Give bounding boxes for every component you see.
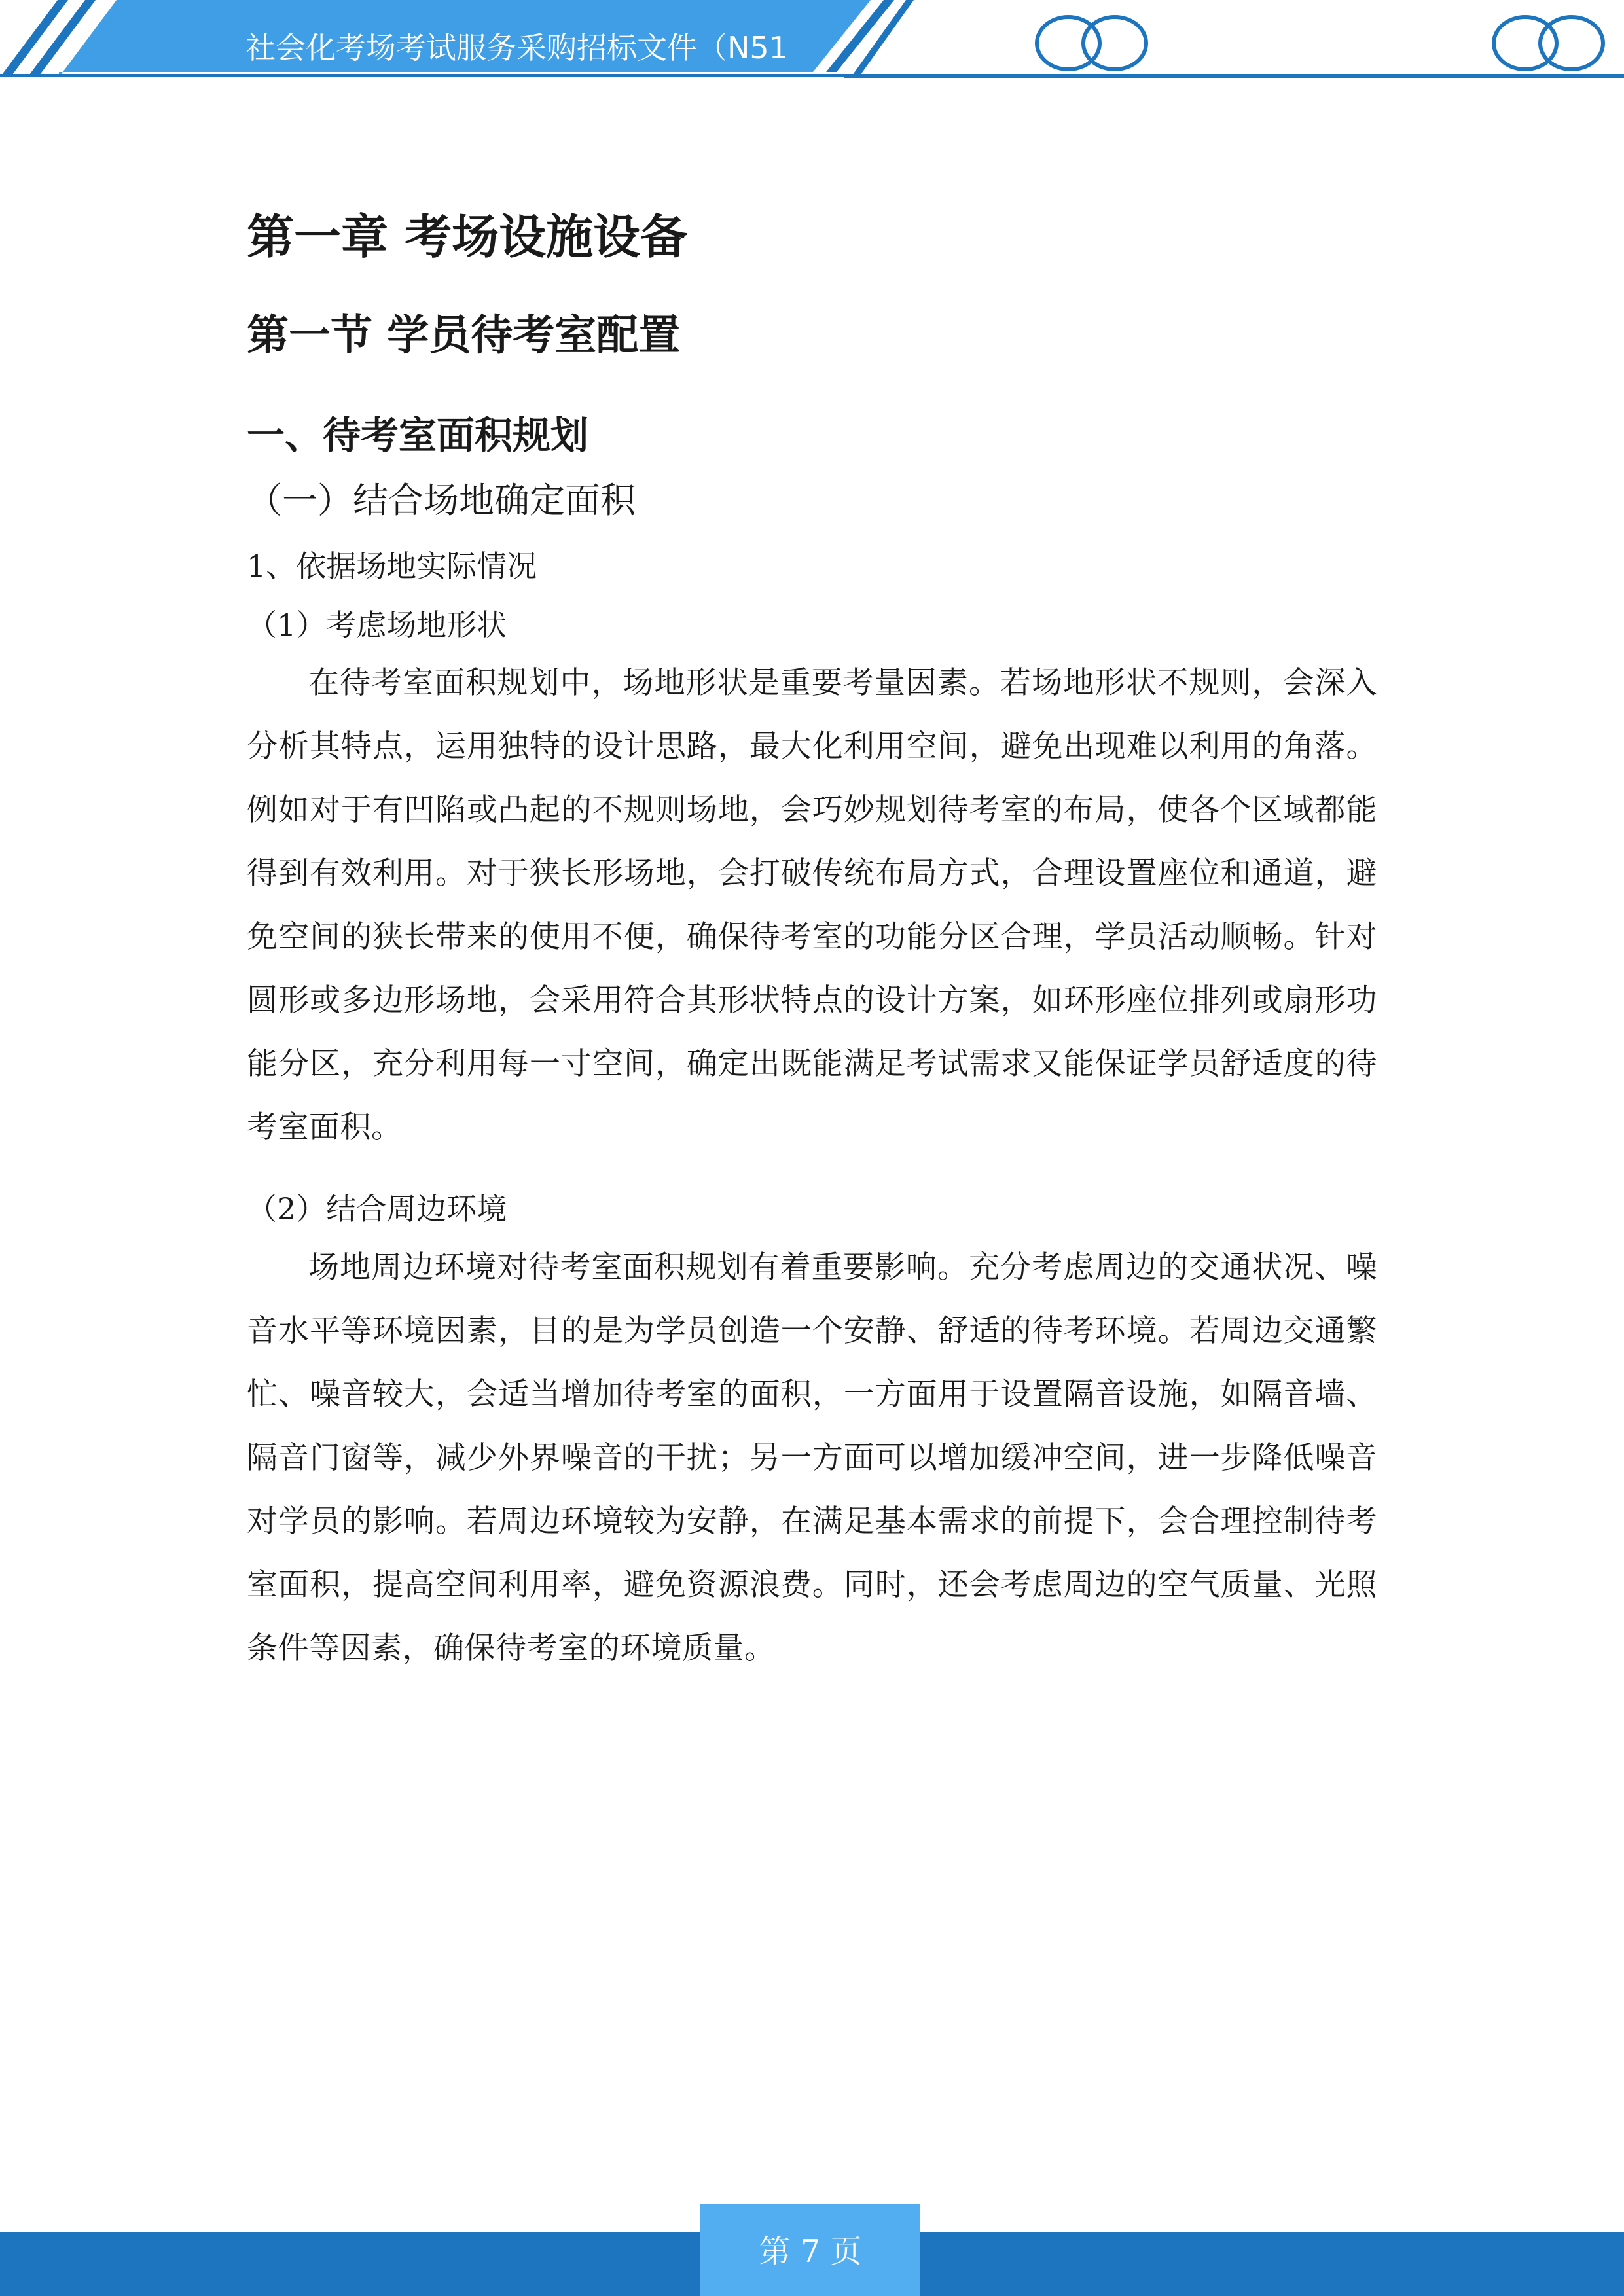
chapter-heading: 第一章 考场设施设备 (247, 209, 688, 264)
page-number: 第 7 页 (759, 2233, 862, 2270)
ring-logo-icon (1037, 17, 1146, 69)
item-heading: （一）结合场地确定面积 (247, 480, 636, 521)
ring-logo-icon (1494, 17, 1603, 69)
paragraph: 场地周边环境对待考室面积规划有着重要影响。充分考虑周边的交通状况、噪音水平等环境因素，目的是为学员创造一个安静、舒适的待考环境。若周边交通繁忙、噪音较大，会适当增加待考室的面积，一方面用于设置隔音设施，如隔音墙、隔音门窗等，减少外界噪音的干扰；另一方面可以增加缓冲空间，进一步降低噪音对学员的影响。若周边环境较为安静，在满足基本需求的前提下，会合理控制待考室面积，提高空间利用率，避免资源浪费。同时，还会考虑周边的空气质量、光照条件等因素，确保待考室的环境质量。 (247, 1249, 1377, 1666)
header-underline (844, 74, 1624, 78)
paragraph: 在待考室面积规划中，场地形状是重要考量因素。若场地形状不规则，会深入分析其特点，运用独特的设计思路，最大化利用空间，避免出现难以利用的角落。例如对于有凹陷或凸起的不规则场地，会巧妙规划待考室的布局，使各个区域都能得到有效利用。对于狭长形场地，会打破传统布局方式，合理设置座位和通道，避免空间的狭长带来的使用不便，确保待考室的功能分区合理，学员活动顺畅。针对圆形或多边形场地，会采用符合其形状特点的设计方案，如环形座位排列或扇形功能分区，充分利用每一寸空间，确定出既能满足考试需求又能保证学员舒适度的待考室面积。 (247, 665, 1377, 1145)
point-heading: 1、依据场地实际情况 (247, 548, 537, 584)
page-header (0, 0, 1624, 85)
subpoint-heading: （1）考虑场地形状 (247, 607, 507, 643)
subpoint-heading: （2）结合周边环境 (247, 1191, 507, 1227)
section-heading: 第一节 学员待考室配置 (247, 311, 681, 360)
header-underline-left (0, 74, 851, 77)
header-title: 社会化考场考试服务采购招标文件（N51 (245, 30, 788, 65)
subsection-heading: 一、待考室面积规划 (247, 413, 589, 457)
